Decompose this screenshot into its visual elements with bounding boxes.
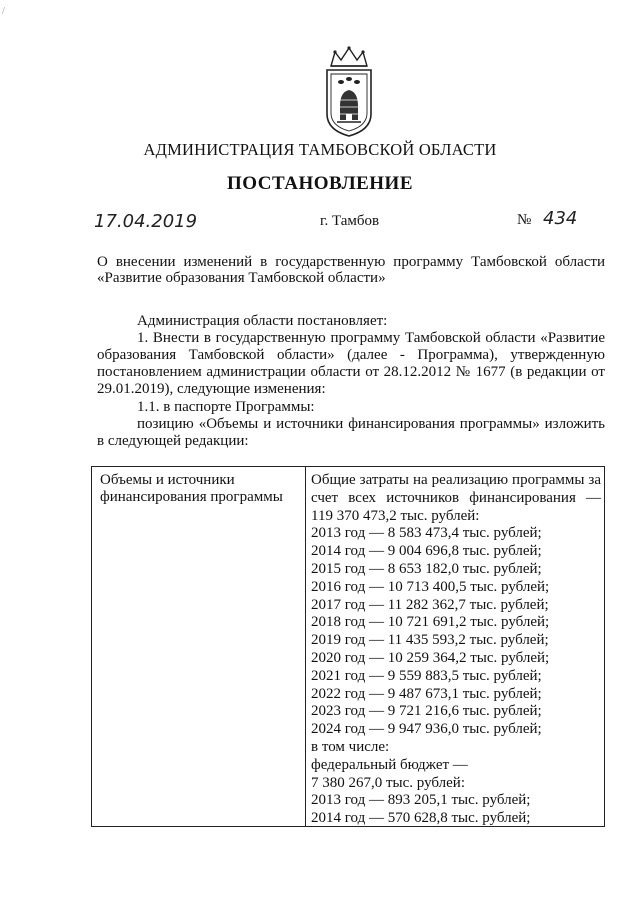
funding-year-row: 2017 год — 11 282 362,7 тыс. рублей; — [311, 596, 549, 613]
funding-intro-line-2: счет всех источников финансирования — — [311, 489, 601, 506]
document-number-label: № — [517, 212, 532, 228]
table-column-divider — [305, 467, 306, 826]
position-paragraph: позицию «Объемы и источники финансирования программы» изложить в следующей редакции: — [97, 416, 605, 449]
federal-year-row: 2014 год — 570 628,8 тыс. рублей; — [311, 810, 531, 827]
federal-budget-total: 7 380 267,0 тыс. рублей: — [311, 774, 465, 791]
item-1-1-paragraph: 1.1. в паспорте Программы: — [137, 399, 315, 415]
federal-year-row: 2013 год — 893 205,1 тыс. рублей; — [311, 792, 531, 809]
funding-total: 119 370 473,2 тыс. рублей: — [311, 507, 480, 524]
decree-paragraph: Администрация области постановляет: — [137, 313, 388, 329]
document-city: г. Тамбов — [320, 213, 380, 229]
document-date: 17.04.2019 — [94, 211, 198, 232]
including-label: в том числе: — [311, 738, 390, 755]
funding-year-row: 2024 год — 9 947 936,0 тыс. рублей; — [311, 721, 542, 738]
corner-mark: / — [2, 6, 5, 17]
funding-table — [91, 466, 605, 827]
document-type-title: ПОСТАНОВЛЕНИЕ — [226, 173, 414, 194]
funding-intro-line-1: Общие затраты на реализацию программы за — [311, 472, 601, 488]
table-right-cell — [311, 472, 601, 828]
document-subject: О внесении изменений в государственную программу Тамбовской области «Развитие образования Тамбовской области» — [97, 254, 605, 286]
coat-of-arms-emblem — [321, 44, 377, 140]
funding-year-row: 2023 год — 9 721 216,6 тыс. рублей; — [311, 703, 542, 720]
organization-title: АДМИНИСТРАЦИЯ ТАМБОВСКОЙ ОБЛАСТИ — [143, 140, 497, 159]
funding-year-row: 2018 год — 10 721 691,2 тыс. рублей; — [311, 614, 550, 631]
funding-year-row: 2020 год — 10 259 364,2 тыс. рублей; — [311, 649, 550, 666]
funding-year-row: 2013 год — 8 583 473,4 тыс. рублей; — [311, 525, 542, 542]
funding-year-row: 2019 год — 11 435 593,2 тыс. рублей; — [311, 632, 549, 649]
funding-year-row: 2016 год — 10 713 400,5 тыс. рублей; — [311, 578, 550, 595]
funding-year-row: 2022 год — 9 487 673,1 тыс. рублей; — [311, 685, 542, 702]
table-left-cell: Объемы и источники финансирования программы — [100, 472, 283, 505]
federal-budget-label: федеральный бюджет — — [311, 756, 468, 773]
funding-year-row: 2014 год — 9 004 696,8 тыс. рублей; — [311, 543, 542, 560]
document-number: 434 — [543, 208, 578, 229]
funding-year-row: 2021 год — 9 559 883,5 тыс. рублей; — [311, 667, 542, 684]
funding-year-row: 2015 год — 8 653 182,0 тыс. рублей; — [311, 560, 542, 577]
item-1-paragraph: 1. Внести в государственную программу Тамбовской области «Развитие образования Тамбовской области» (далее - Программа), утвержденную постановлением администрации области от 28.12.2012 № 1677 (в редакции от 29.01.2019), следующие изменения: — [97, 330, 605, 397]
